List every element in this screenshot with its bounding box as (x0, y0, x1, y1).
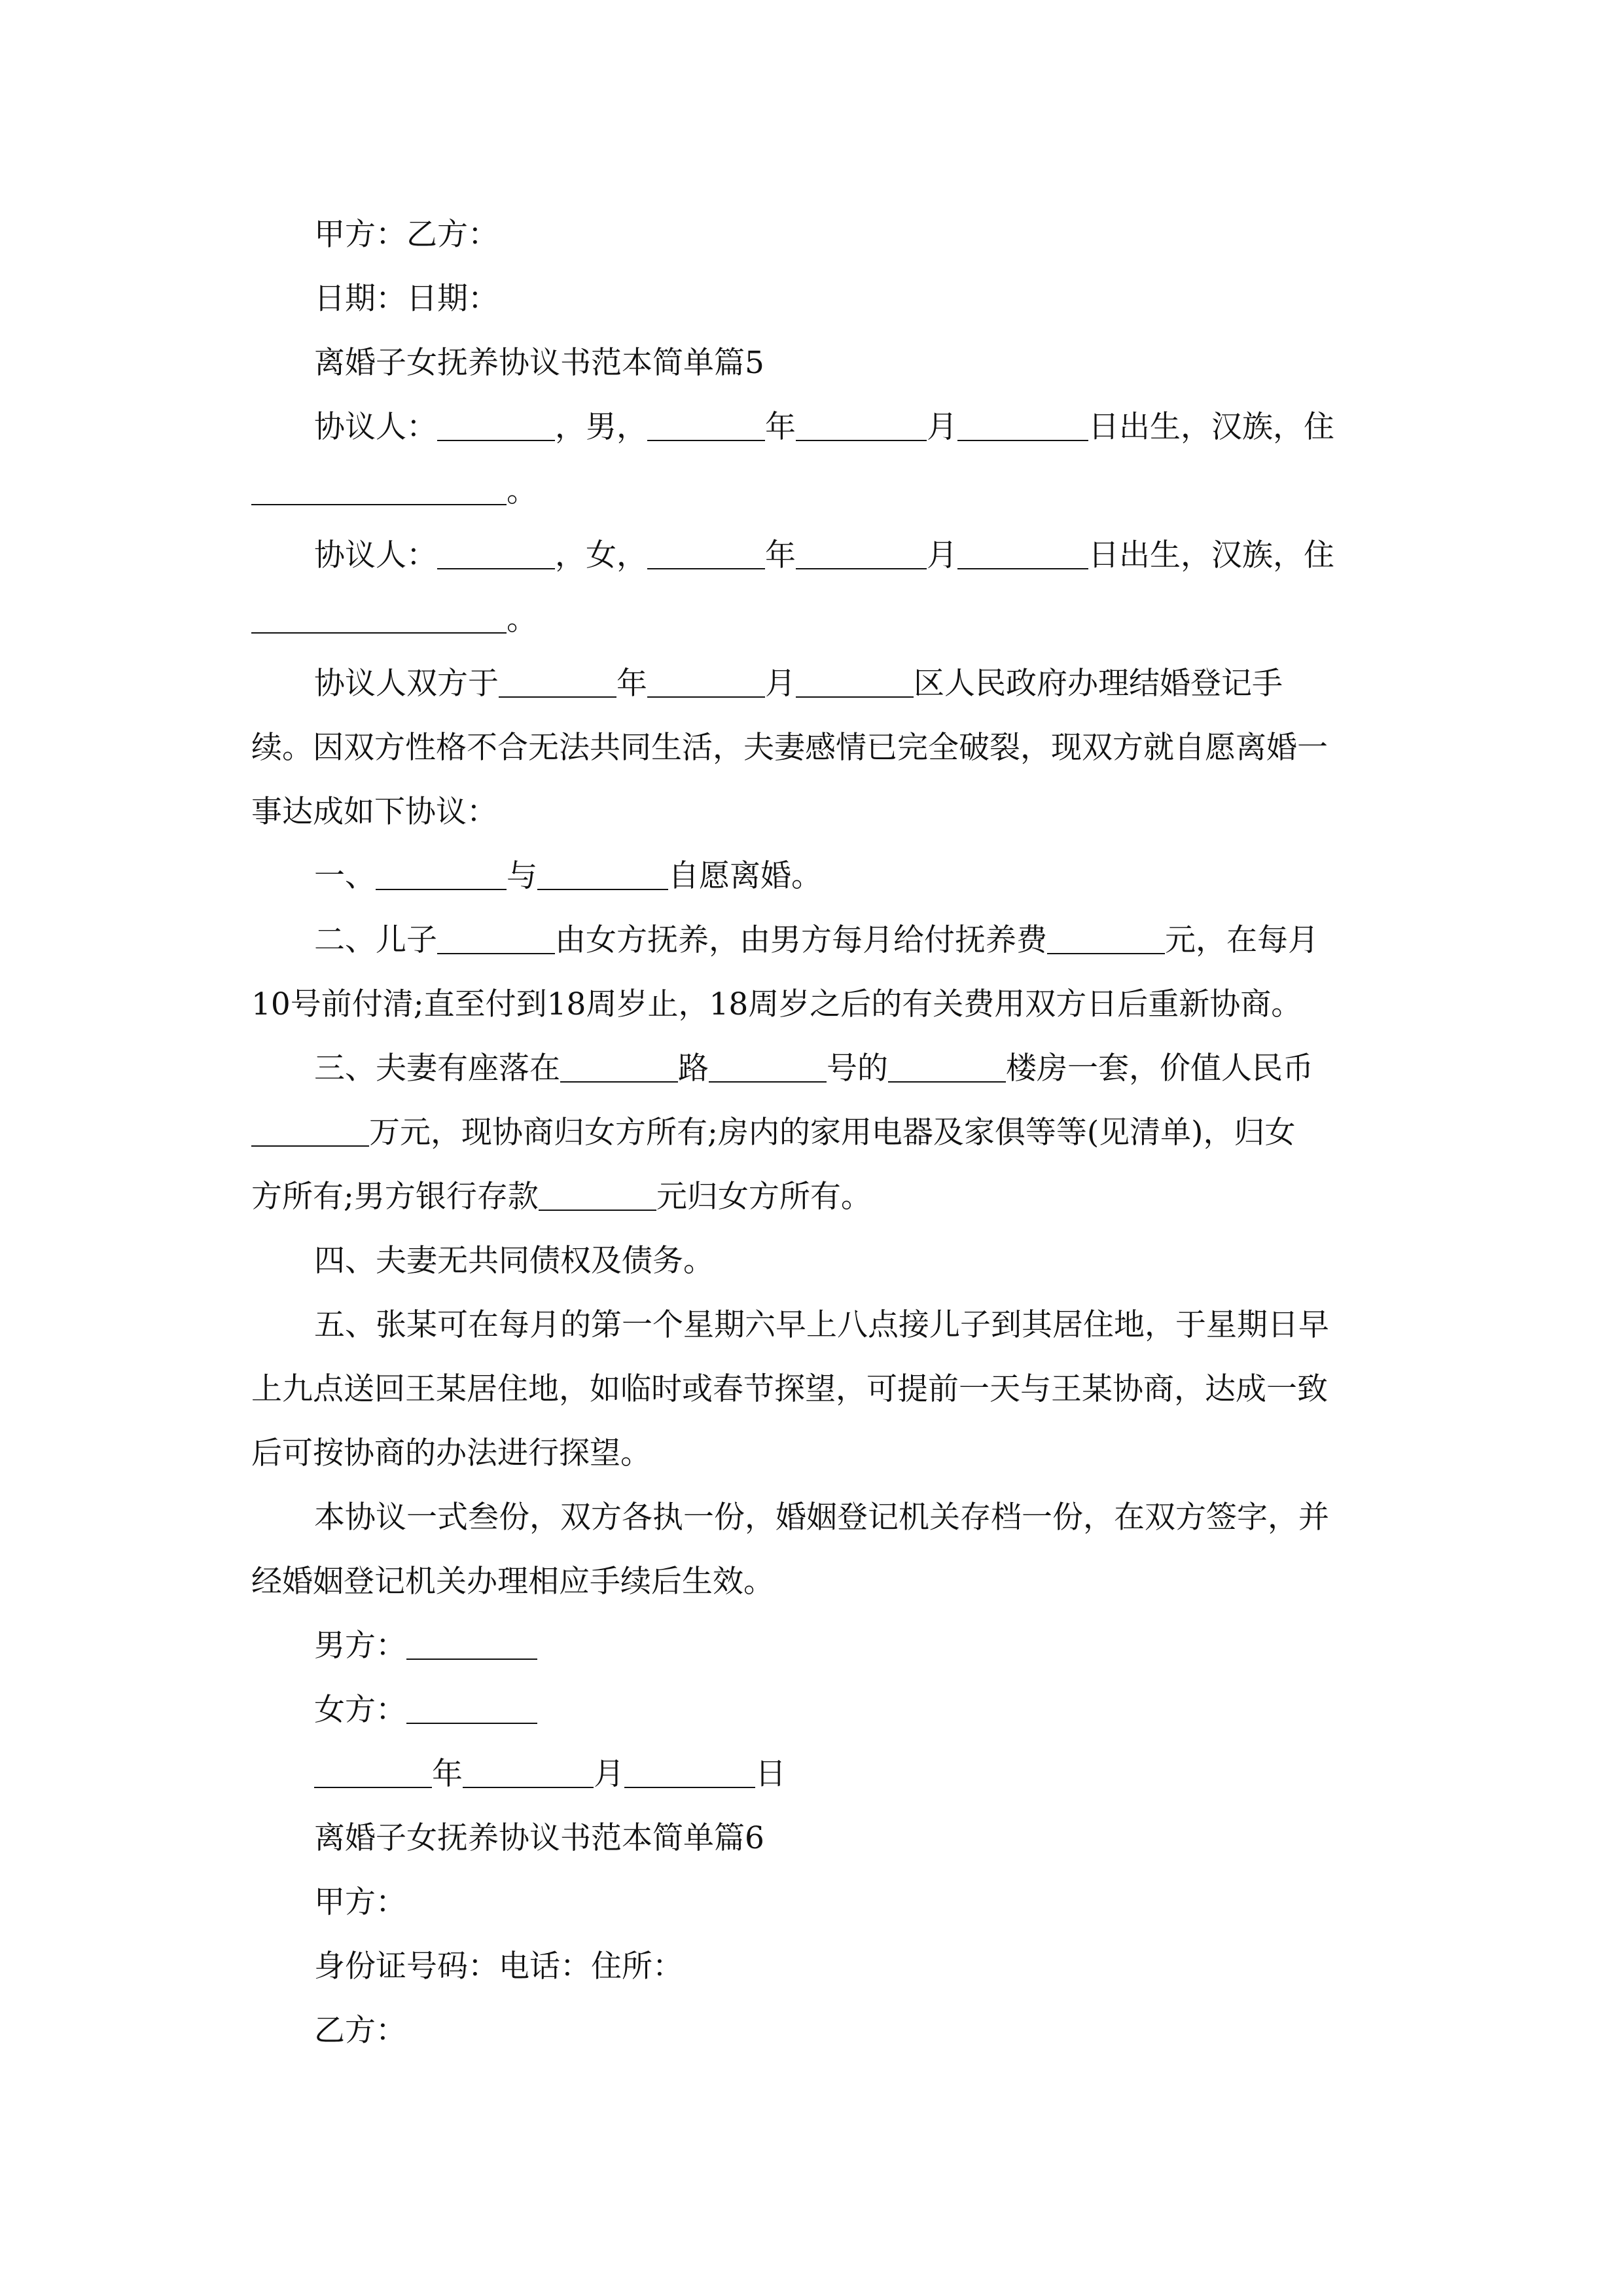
party-info-female (251, 524, 1383, 588)
party-a-label: 甲方： (314, 1884, 406, 1920)
clause-2 (251, 908, 1383, 973)
date-line: 日期：日期： (314, 281, 499, 317)
day-label: 日 (755, 1756, 786, 1792)
month-label: 月 (594, 1756, 624, 1792)
blank-month (796, 412, 927, 441)
blank-party (537, 861, 668, 890)
label: 协议人： (314, 409, 437, 445)
birth-text: 日出生，汉族，住 (1088, 409, 1334, 445)
birth-text: 日出生，汉族，住 (1088, 537, 1334, 573)
year-label: 年 (765, 537, 796, 573)
paragraph-line: 后可按协商的办法进行探望。 (251, 1435, 651, 1471)
paragraph-line: 事达成如下协议： (251, 794, 497, 830)
text: 自愿离婚。 (668, 858, 822, 894)
paragraph-line: 续。因双方性格不合无法共同生活，夫妻感情已完全破裂，现双方就自愿离婚一 (251, 730, 1328, 766)
party-info-male (251, 395, 1383, 459)
blank-day (957, 412, 1088, 441)
month-label: 月 (927, 537, 957, 573)
blank-year (499, 669, 616, 698)
text: 元，在每月 (1165, 922, 1319, 958)
blank-road (560, 1054, 678, 1083)
signature-male (251, 1614, 1383, 1678)
document-body (251, 203, 1383, 2063)
label: 协议人： (314, 537, 437, 573)
blank-number (709, 1054, 827, 1083)
blank-address (251, 476, 507, 505)
clause-5: 五、张某可在每月的第一个星期六早上八点接儿子到其居住地，于星期日早 (314, 1307, 1329, 1343)
blank-address (251, 605, 507, 634)
label: 男方： (314, 1628, 406, 1664)
text: 方所有;男方银行存款 (251, 1179, 539, 1215)
blank-party (376, 861, 507, 890)
text: 由女方抚养，由男方每月给付抚养费 (555, 922, 1047, 958)
label: 女方： (314, 1692, 406, 1728)
blank-month (647, 669, 765, 698)
text: 楼房一套，价值人民币 (1006, 1050, 1313, 1086)
blank-district (796, 669, 914, 698)
gender: ，女， (555, 537, 647, 573)
address-line-female (251, 588, 1383, 652)
clause-6: 本协议一式叁份，双方各执一份，婚姻登记机关存档一份，在双方签字，并 (314, 1499, 1329, 1535)
period: 。 (507, 473, 537, 509)
blank-building (888, 1054, 1006, 1083)
section-title-5: 离婚子女抚养协议书范本简单篇5 (314, 345, 764, 381)
blank-name (437, 412, 555, 441)
paragraph-line (251, 1101, 1383, 1165)
blank-signature (406, 1695, 537, 1724)
blank-year (647, 541, 765, 569)
signature-date (251, 1742, 1383, 1806)
year-label: 年 (765, 409, 796, 445)
month-label: 月 (765, 666, 796, 702)
blank-day (624, 1759, 755, 1788)
text: 与 (507, 858, 537, 894)
gender: ，男， (555, 409, 647, 445)
text: 协议人双方于 (314, 666, 499, 702)
clause-3 (251, 1037, 1383, 1101)
blank-deposit (539, 1182, 656, 1211)
blank-day (957, 541, 1088, 569)
paragraph-line: 经婚姻登记机关办理相应手续后生效。 (251, 1564, 774, 1600)
period: 。 (507, 601, 537, 637)
text: 三、夫妻有座落在 (314, 1050, 560, 1086)
paragraph-line: 10号前付清;直至付到18周岁止，18周岁之后的有关费用双方日后重新协商。 (251, 986, 1302, 1022)
clause-4: 四、夫妻无共同债权及债务。 (314, 1243, 714, 1279)
text: 号的 (827, 1050, 888, 1086)
text: 万元，现协商归女方所有;房内的家用电器及家俱等等(见清单)，归女 (369, 1115, 1296, 1151)
text: 二、儿子 (314, 922, 437, 958)
blank-year (314, 1759, 432, 1788)
marriage-registration-line (251, 652, 1383, 716)
blank-value (251, 1118, 369, 1147)
text: 一、 (314, 858, 376, 894)
clause-1 (251, 844, 1383, 908)
signature-female (251, 1678, 1383, 1742)
address-line-male (251, 459, 1383, 524)
text: 元归女方所有。 (656, 1179, 872, 1215)
blank-amount (1047, 925, 1165, 954)
id-contact-line: 身份证号码：电话：住所： (314, 1948, 683, 1984)
paragraph-line: 上九点送回王某居住地，如临时或春节探望，可提前一天与王某协商，达成一致 (251, 1371, 1328, 1407)
text: 区人民政府办理结婚登记手 (914, 666, 1283, 702)
text: 路 (678, 1050, 709, 1086)
blank-month (796, 541, 927, 569)
blank-year (647, 412, 765, 441)
section-title-6: 离婚子女抚养协议书范本简单篇6 (314, 1820, 764, 1856)
blank-signature (406, 1631, 537, 1660)
month-label: 月 (927, 409, 957, 445)
blank-name (437, 541, 555, 569)
year-label: 年 (616, 666, 647, 702)
party-line: 甲方：乙方： (314, 217, 499, 253)
blank-month (463, 1759, 594, 1788)
paragraph-line (251, 1165, 1383, 1229)
blank-son-name (437, 925, 555, 954)
year-label: 年 (432, 1756, 463, 1792)
party-b-label: 乙方： (314, 2013, 406, 2049)
